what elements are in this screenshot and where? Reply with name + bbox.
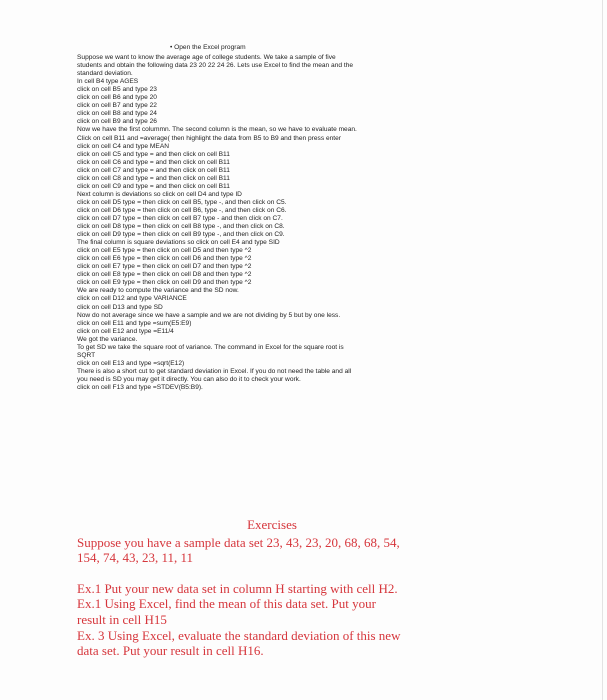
instruction-line: We are ready to compute the variance and the SD now. xyxy=(77,287,239,295)
instruction-line: Click on cell B11 and =average( then highlight the data from B5 to B9 and then press enter xyxy=(77,134,341,142)
instruction-line: students and obtain the following data 23 20 22 24 26. Lets use Excel to find the mean and the xyxy=(77,62,354,70)
instruction-line: click on cell E12 and type =E11/4 xyxy=(77,327,174,335)
exercise-3-line-1: Ex. 3 Using Excel, evaluate the standard deviation of this new xyxy=(77,627,401,643)
exercise-1: Ex.1 Put your new data set in column H starting with cell H2. xyxy=(77,580,398,596)
instruction-line: click on cell B8 and type 24 xyxy=(77,110,157,118)
exercises-heading: Exercises xyxy=(247,517,297,532)
instruction-line: click on cell D13 and type SD xyxy=(77,303,163,311)
excel-instructions xyxy=(77,44,457,392)
exercise-intro-line-2: 154, 74, 43, 23, 11, 11 xyxy=(77,550,194,566)
instruction-line: There is also a short cut to get standard deviation in Excel. If you do not need the table and all xyxy=(77,367,352,375)
instruction-line: click on cell B7 and type 22 xyxy=(77,102,157,110)
instruction-line: Suppose we want to know the average age of college students. We take a sample of five xyxy=(77,54,336,62)
instruction-line: click on cell C9 and type = and then click on cell B11 xyxy=(77,182,230,190)
instruction-line: you need is SD you may get it directly. You can also do it to check your work. xyxy=(77,375,301,383)
instruction-line: click on cell F13 and type =STDEV(B5:B9). xyxy=(77,383,203,391)
instruction-line: click on cell E11 and type =sum(E5:E9) xyxy=(77,319,192,327)
open-excel-bullet: • Open the Excel program xyxy=(170,44,246,51)
instruction-line: click on cell E13 and type =sqrt(E12) xyxy=(77,359,185,367)
instruction-line: click on cell D7 type = then click on cell B7 type - and then click on C7. xyxy=(77,214,283,222)
instruction-line: click on cell C8 and type = and then click on cell B11 xyxy=(77,174,230,182)
instruction-line: In cell B4 type AGES xyxy=(77,78,139,86)
exercise-intro-line-1: Suppose you have a sample data set 23, 43, 23, 20, 68, 68, 54, xyxy=(77,534,400,550)
instruction-line: click on cell E6 type = then click on cell D6 and then type ^2 xyxy=(77,255,252,263)
instruction-line: click on cell E7 type = then click on cell D7 and then type ^2 xyxy=(77,263,252,271)
instruction-line: click on cell C5 and type = and then click on cell B11 xyxy=(77,150,230,158)
instruction-line: click on cell E9 type = then click on cell D9 and then type ^2 xyxy=(77,279,252,287)
instruction-line: click on cell B9 and type 26 xyxy=(77,118,157,126)
instruction-line: click on cell D9 type = then click on cell B9 type -, and then click on C9. xyxy=(77,231,285,239)
instruction-line: click on cell D6 type = then click on cell B6, type -, and then click on C6. xyxy=(77,206,287,214)
instruction-line: Now do not average since we have a sample and we are not dividing by 5 but by one less. xyxy=(77,311,341,319)
instruction-line: SQRT xyxy=(77,351,96,359)
instruction-line: click on cell C6 and type = and then click on cell B11 xyxy=(77,158,230,166)
instruction-line: click on cell C4 and type MEAN xyxy=(77,142,169,150)
exercises-section xyxy=(77,517,447,659)
instruction-line: We got the variance. xyxy=(77,335,138,343)
page-edge-divider xyxy=(602,0,603,700)
instruction-line: click on cell B5 and type 23 xyxy=(77,86,157,94)
exercise-3-line-2: data set. Put your result in cell H16. xyxy=(77,643,264,659)
instruction-line: To get SD we take the square root of variance. The command in Excel for the square root is xyxy=(77,343,344,351)
instruction-line: click on cell D8 type = then click on cell B8 type -, and then click on C8. xyxy=(77,223,285,231)
instruction-line: Now we have the first colummn. The second column is the mean, so we have to evaluate mean. xyxy=(77,126,357,134)
instruction-lines xyxy=(77,54,457,392)
instruction-line: click on cell E5 type = then click on cell D5 and then type ^2 xyxy=(77,247,252,255)
instruction-line: click on cell E8 type = then click on cell D8 and then type ^2 xyxy=(77,271,252,279)
instruction-line: standard deviation. xyxy=(77,70,133,78)
instruction-line: The final column is square deviations so click on cell E4 and type SID xyxy=(77,239,280,247)
instruction-line: click on cell D5 type = then click on cell B5, type -, and then click on C5. xyxy=(77,198,287,206)
exercise-spacer xyxy=(77,566,447,581)
exercise-2-line-2: result in cell H15 xyxy=(77,611,167,627)
instruction-line: click on cell B6 and type 20 xyxy=(77,94,157,102)
instruction-line: Next column is deviations so click on cell D4 and type ID xyxy=(77,190,242,198)
instruction-line: click on cell D12 and type VARIANCE xyxy=(77,295,187,303)
instruction-line: click on cell C7 and type = and then click on cell B11 xyxy=(77,166,230,174)
exercise-2-line-1: Ex.1 Using Excel, find the mean of this data set. Put your xyxy=(77,596,376,612)
